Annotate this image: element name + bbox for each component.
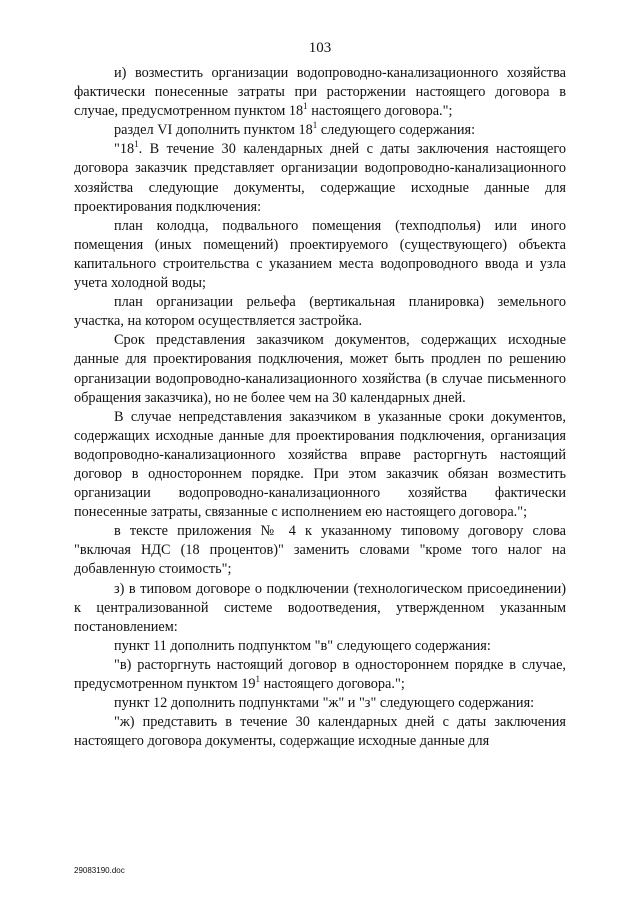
paragraph: [74, 217, 566, 293]
text-run: план организации рельефа (вертикальная планировка) земельного участка, на котором осуществляется застройка.: [74, 294, 566, 330]
text-run: пункт 12 дополнить подпунктами "ж" и "з" следующего содержания:: [114, 695, 535, 712]
text-run: настоящего договора.";: [260, 676, 405, 692]
paragraph: [74, 121, 566, 140]
text-run: пункт 11 дополнить подпунктом "в" следующего содержания:: [114, 637, 491, 654]
superscript: 1: [303, 101, 308, 112]
paragraph: [74, 580, 566, 637]
text-run: "в) расторгнуть настоящий договор в одностороннем порядке в случае, предусмотренном пунктом 19: [74, 656, 566, 692]
paragraph: [74, 713, 566, 751]
paragraph: [74, 140, 566, 216]
document-body: [74, 64, 566, 751]
paragraph: [74, 408, 566, 523]
page-number: 103: [308, 40, 332, 56]
text-run: и) возместить организации водопроводно-канализационного хозяйства фактически понесенные затраты при расторжении настоящего договора в случае, предусмотренном пунктом 18: [74, 65, 566, 120]
paragraph: [74, 293, 566, 331]
paragraph: [74, 656, 566, 694]
superscript: 1: [255, 674, 261, 685]
text-run: Срок представления заказчиком документов, содержащих исходные данные для проектирования подключения, может быть продлен по решению организации водопроводно-канализационного хозяйства (в случае письменного обращения заказчика), но не более чем на 30 календарных дней.: [74, 332, 566, 406]
text-run: . В течение 30 календарных дней с даты заключения настоящего договора заказчик представляет организации водопроводно-канализационного хозяйства следующие документы, содержащие исходные данные для проектирования подключения:: [74, 141, 566, 215]
text-run: "18: [114, 141, 135, 158]
paragraph: [74, 331, 566, 407]
text-run: "ж) представить в течение 30 календарных дней с даты заключения настоящего договора документы, содержащие исходные данные для: [74, 714, 566, 750]
paragraph: [74, 522, 566, 579]
superscript: 1: [134, 139, 139, 150]
footer-filename: 29083190.doc: [74, 866, 125, 875]
superscript: 1: [312, 120, 318, 131]
text-run: з) в типовом договоре о подключении (технологическом присоединении) к централизованной системе водоотведения, утвержденном указанным постановлением:: [74, 580, 566, 635]
text-run: В случае непредставления заказчиком в указанные сроки документов, содержащих исходные данные для проектирования подключения, организация водопроводно-канализационного хозяйства вправе расторгнуть настоящий договор в одностороннем порядке. При этом заказчик обязан возместить организации водопроводно-канализационного хозяйства фактически понесенные затраты, связанные с исполнением ею настоящего договора.";: [74, 408, 566, 521]
text-run: в тексте приложения № 4 к указанному типовому договору слова "включая НДС (18 процентов)" заменить словами "кроме того налог на добавленную стоимость";: [74, 523, 566, 578]
paragraph: [74, 694, 566, 713]
paragraph: [74, 64, 566, 121]
text-run: следующего содержания:: [317, 122, 476, 139]
text-run: настоящего договора.";: [307, 103, 453, 120]
text-run: план колодца, подвального помещения (техподполья) или иного помещения (иных помещений) проектируемого (существующего) объекта капитального строительства с указанием места водопроводного ввода и узла учета холодной воды;: [74, 217, 566, 292]
text-run: раздел VI дополнить пунктом 18: [114, 122, 313, 139]
paragraph: [74, 637, 566, 656]
